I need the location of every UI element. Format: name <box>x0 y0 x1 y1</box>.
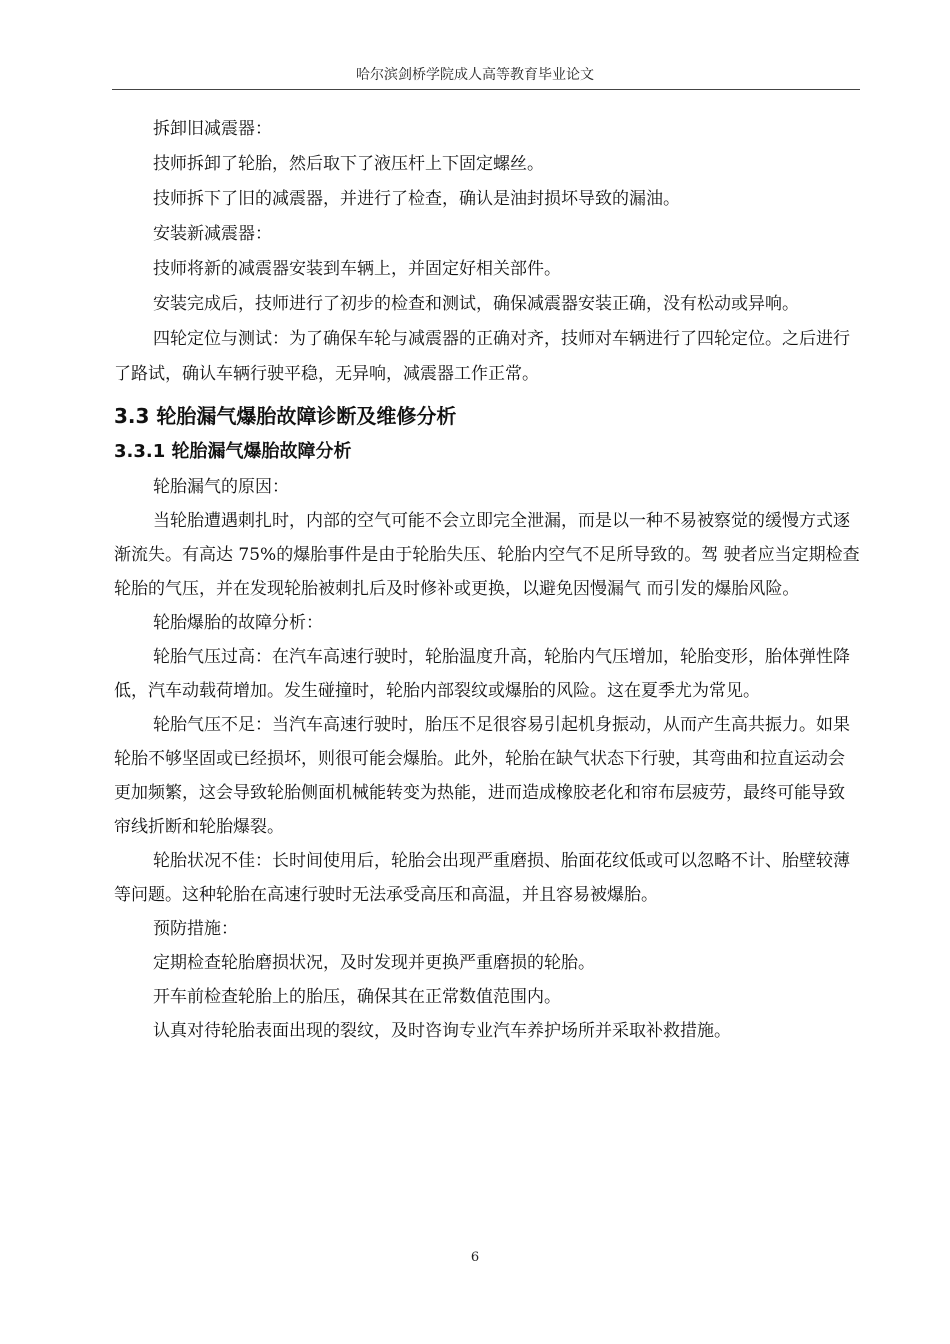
paragraph: 轮胎气压过高：在汽车高速行驶时，轮胎温度升高，轮胎内气压增加，轮胎变形，胎体弹性降低，汽车动载荷增加。发生碰撞时，轮胎内部裂纹或爆胎的风险。这在夏季尤为常见。 <box>114 647 850 701</box>
paragraph: 轮胎状况不佳：长时间使用后，轮胎会出现严重磨损、胎面花纹低或可以忽略不计、胎壁较薄等问题。这种轮胎在高速行驶时无法承受高压和高温，并且容易被爆胎。 <box>114 851 850 905</box>
paragraph: 轮胎气压不足：当汽车高速行驶时，胎压不足很容易引起机身振动，从而产生高共振力。如果轮胎不够坚固或已经损坏，则很可能会爆胎。此外，轮胎在缺气状态下行驶，其弯曲和拉直运动会更加频繁，这会导致轮胎侧面机械能转变为热能，进而造成橡胶老化和帘布层疲劳，最终可能导致帘线折断和轮胎爆裂。 <box>114 715 850 837</box>
paragraph: 定期检查轮胎磨损状况，及时发现并更换严重磨损的轮胎。 <box>153 953 595 973</box>
page-number: 6 <box>470 1250 480 1265</box>
paragraph: 四轮定位与测试：为了确保车轮与减震器的正确对齐，技师对车辆进行了四轮定位。之后进行了路试，确认车辆行驶平稳，无异响，减震器工作正常。 <box>114 329 850 384</box>
header-divider <box>112 89 860 90</box>
paragraph: 当轮胎遭遇刺扎时，内部的空气可能不会立即完全泄漏，而是以一种不易被察觉的缓慢方式逐渐流失。有高达 75%的爆胎事件是由于轮胎失压、轮胎内空气不足所导致的。驾 驶者应当定期检查轮胎的气压，并在发现轮胎被刺扎后及时修补或更换，以避免因慢漏气 而引发的爆胎风险。 <box>114 511 860 599</box>
page-header: 哈尔滨剑桥学院成人高等教育毕业论文 <box>356 67 594 83</box>
page-body <box>114 112 860 1048</box>
paragraph: 技师拆卸了轮胎，然后取下了液压杆上下固定螺丝。 <box>153 154 544 174</box>
paragraph: 轮胎爆胎的故障分析： <box>153 613 323 633</box>
paragraph: 开车前检查轮胎上的胎压，确保其在正常数值范围内。 <box>153 987 561 1007</box>
subsection-heading: 3.3.1 轮胎漏气爆胎故障分析 <box>114 441 352 462</box>
paragraph: 安装新减震器： <box>153 224 272 244</box>
paragraph: 认真对待轮胎表面出现的裂纹，及时咨询专业汽车养护场所并采取补救措施。 <box>153 1021 731 1041</box>
paragraph: 预防措施： <box>153 919 238 939</box>
paragraph: 技师将新的减震器安装到车辆上，并固定好相关部件。 <box>153 259 561 279</box>
paragraph: 拆卸旧减震器： <box>153 119 272 139</box>
paragraph: 轮胎漏气的原因： <box>153 477 289 497</box>
section-heading: 3.3 轮胎漏气爆胎故障诊断及维修分析 <box>114 404 457 428</box>
paragraph: 技师拆下了旧的减震器，并进行了检查，确认是油封损坏导致的漏油。 <box>153 189 680 209</box>
paragraph: 安装完成后，技师进行了初步的检查和测试，确保减震器安装正确，没有松动或异响。 <box>153 294 799 314</box>
